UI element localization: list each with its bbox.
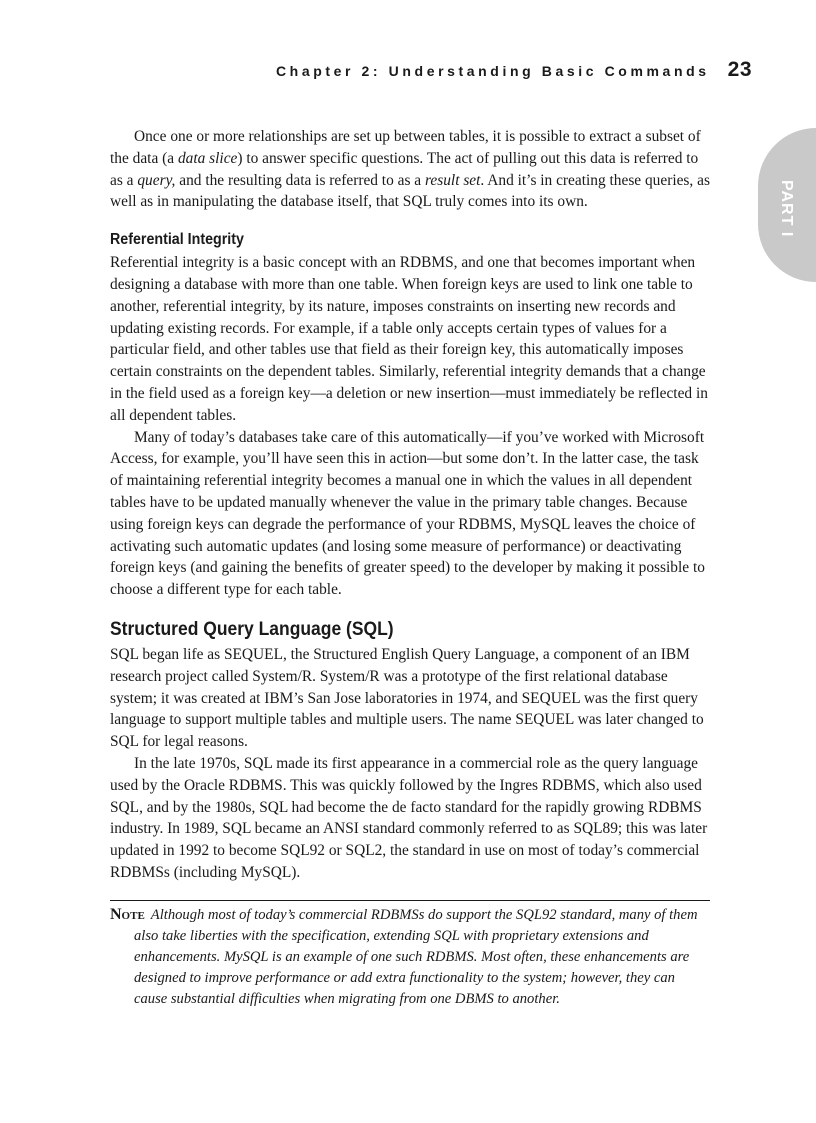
page-body: [110, 126, 710, 1010]
referential-integrity-heading: Referential Integrity: [110, 231, 244, 249]
intro-paragraph: Once one or more relationships are set up between tables, it is possible to extract a subset of the data (a data slice) to answer specific questions. The act of pulling out this data is referred to as a query, and the resulting data is referred to as a result set. And it’s in creating these queries, as well as in manipulating the database itself, that SQL truly comes into its own.: [110, 128, 710, 211]
note-label: Note: [110, 905, 145, 923]
chapter-title: Chapter 2: Understanding Basic Commands: [275, 63, 710, 79]
term-data-slice: data slice: [177, 149, 238, 167]
note-box: [110, 900, 710, 1010]
term-result-set: result set: [424, 171, 481, 189]
sql-paragraph-2: In the late 1970s, SQL made its first appearance in a commercial role as the query language used by the Oracle RDBMS. This was quickly followed by the Ingres RDBMS, which also used SQL, and by the 1980s, SQL had become the de facto standard for the rapidly growing RDBMS industry. In 1989, SQL became an ANSI standard commonly referred to as SQL89; this was later updated in 1992 to become SQL92 or SQL2, the standard in use on most of today’s commercial RDBMSs (including MySQL).: [110, 754, 708, 881]
referential-integrity-paragraph-1: Referential integrity is a basic concept with an RDBMS, and one that becomes important when designing a database with more than one table. When foreign keys are used to link one table to another, referential integrity, by its nature, imposes constraints on inserting new records and updating existing records. For example, if a table only accepts certain types of values for a particular field, and other tables use that field as their foreign key, this automatically imposes certain constraints on the dependent tables. Similarly, referential integrity demands that a change in the field used as a foreign key—a deletion or new insertion—must immediately be reflected in all dependent tables.: [110, 254, 708, 424]
note-text: Although most of today’s commercial RDBMSs do support the SQL92 standard, many of them also take liberties with the specification, extending SQL with proprietary extensions and enhancements. MySQL is an example of one such RDBMS. Most often, these enhancements are designed to improve performance or add extra functionality to the system; however, they can cause substantial difficulties when migrating from one DBMS to another.: [134, 906, 698, 1007]
sql-paragraph-1: SQL began life as SEQUEL, the Structured English Query Language, a component of an IBM research project called System/R. System/R was a prototype of the first relational database system; it was created at IBM’s San Jose laboratories in 1974, and SEQUEL was the first query language to support multiple tables and multiple users. The name SEQUEL was later changed to SQL for legal reasons.: [110, 645, 704, 751]
page-number: 23: [727, 58, 752, 81]
referential-integrity-paragraph-2: Many of today’s databases take care of this automatically—if you’ve worked with Microsoft Access, for example, you’ll have seen this in action—but some don’t. In the latter case, the task of maintaining referential integrity becomes a manual one in which the values in all dependent tables have to be updated manually whenever the value in the primary table changes. Because using foreign keys can degrade the performance of your RDBMS, MySQL leaves the choice of activating such automatic updates (and losing some measure of performance) or deactivating foreign keys (and gaining the benefits of greater speed) to the developer by making it possible to choose a different type for each table.: [110, 428, 705, 599]
sql-section-heading: Structured Query Language (SQL): [110, 618, 394, 640]
running-head: [276, 58, 752, 82]
part-tab: [758, 128, 816, 282]
part-tab-label: PART I: [778, 180, 795, 238]
term-query: query,: [137, 171, 176, 189]
